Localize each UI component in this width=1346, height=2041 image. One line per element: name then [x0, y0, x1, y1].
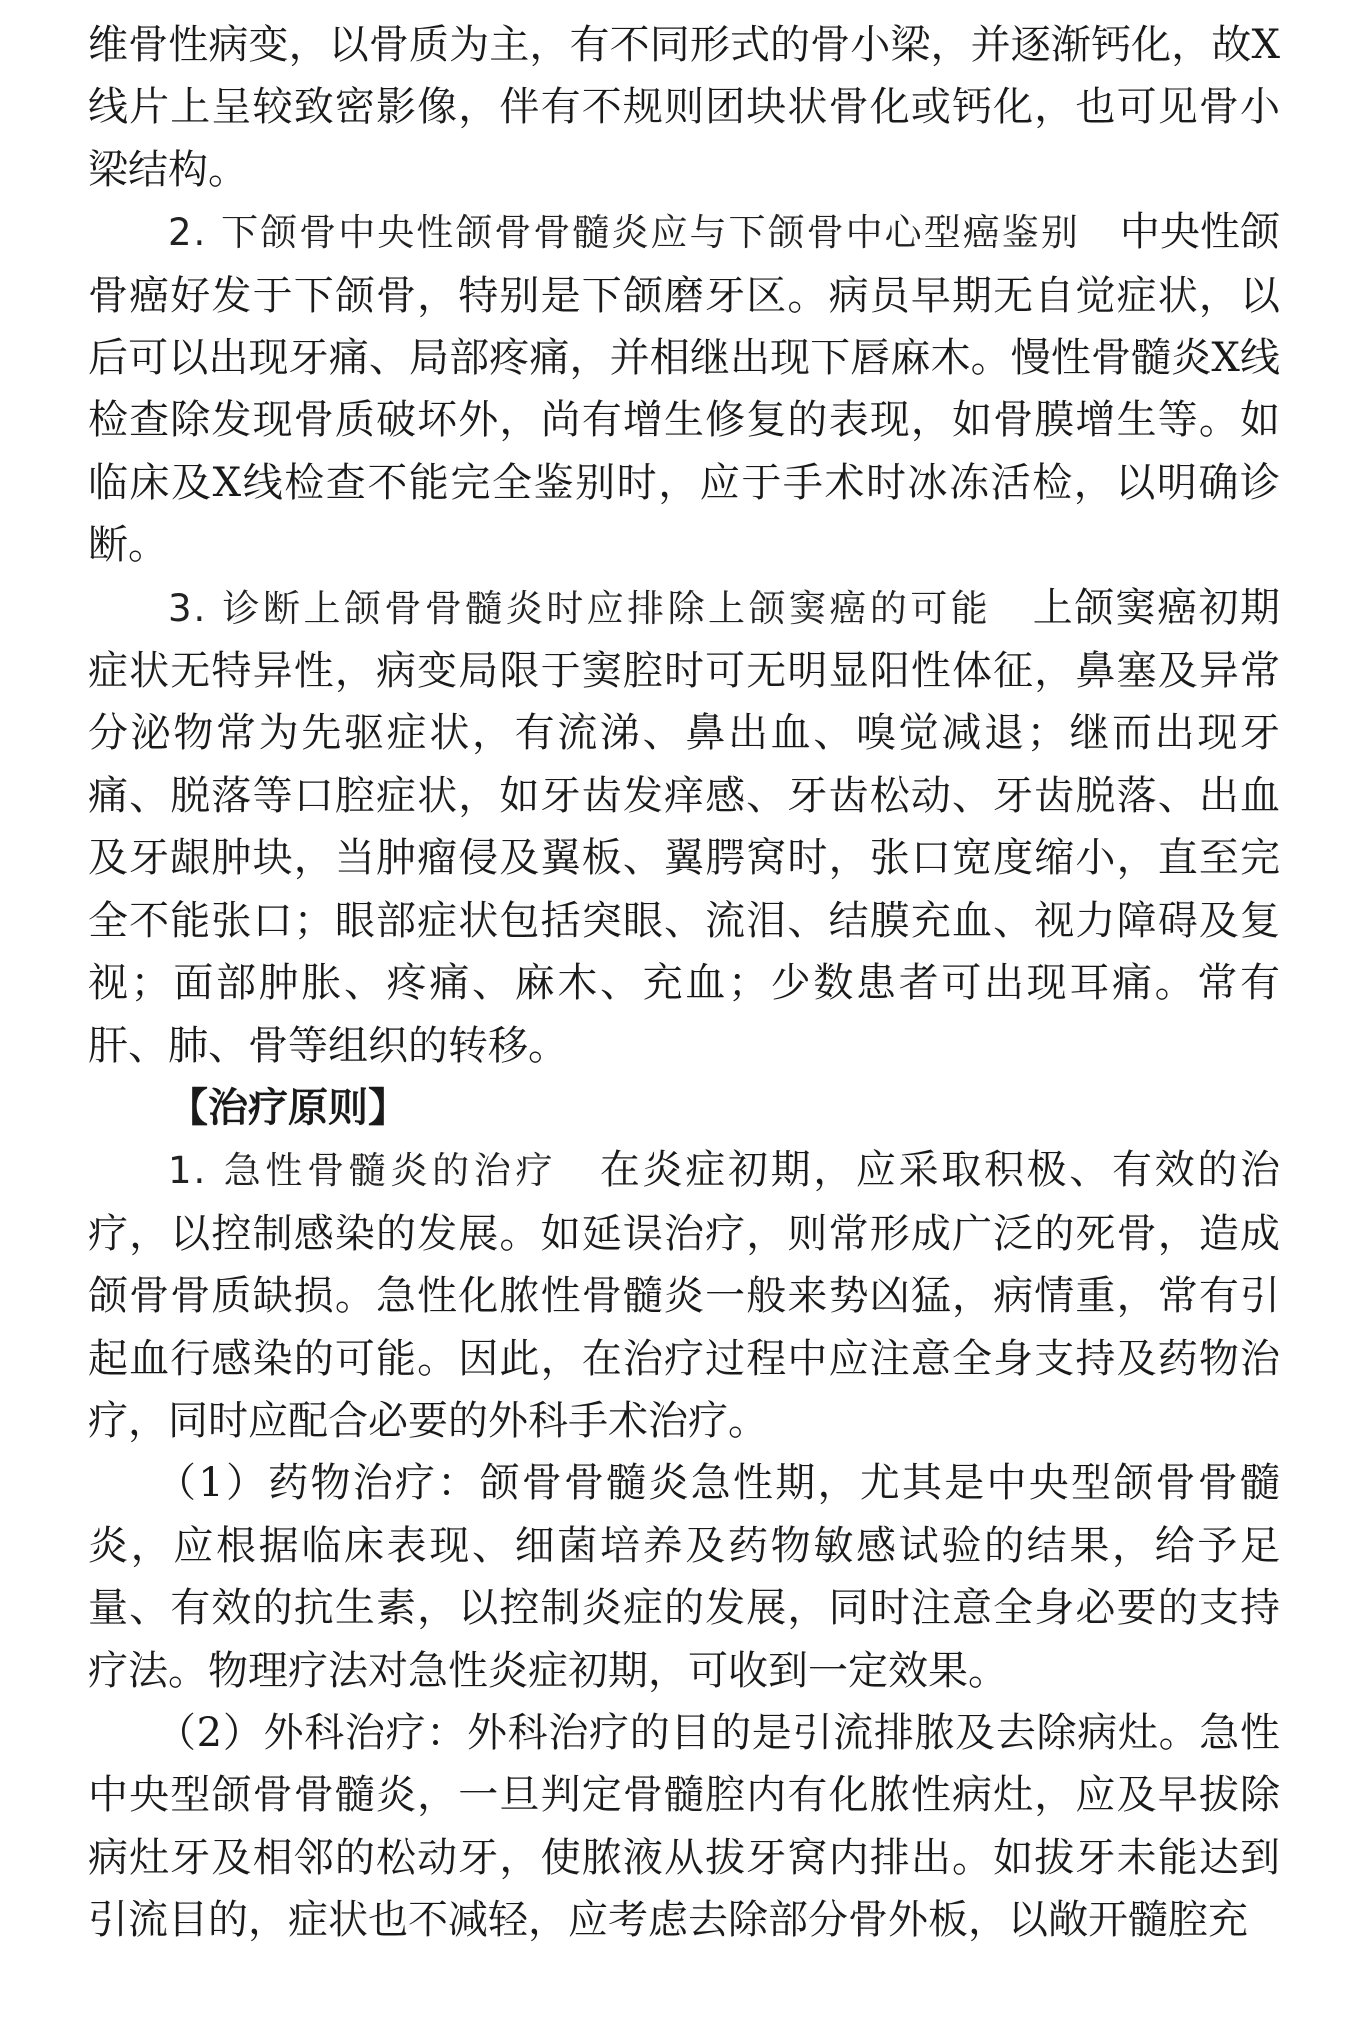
paragraph-continuation: 维骨性病变，以骨质为主，有不同形式的骨小梁，并逐渐钙化，故X线片上呈较致密影像，伴有不规则团块状骨化或钙化，也可见骨小梁结构。 [88, 22, 1280, 193]
paragraph-body: 上颌窦癌初期症状无特异性，病变局限于窦腔时可无明显阳性体征，鼻塞及异常分泌物常为先驱症状，有流涕、鼻出血、嗅觉减退；继而出现牙痛、脱落等口腔症状，如牙齿发痒感、牙齿松动、牙齿脱落、出血及牙龈肿块，当肿瘤侵及翼板、翼腭窝时，张口宽度缩小，直至完全不能张口；眼部症状包括突眼、流泪、结膜充血、视力障碍及复视；面部肿胀、疼痛、麻木、充血；少数患者可出现耳痛。常有肝、肺、骨等组织的转移。 [88, 584, 1281, 1069]
paragraph-acute-treatment [88, 1139, 1280, 1452]
subheading-acute-treatment: 1. 急性骨髓炎的治疗 [168, 1149, 558, 1193]
paragraph-drug-treatment: （1）药物治疗：颌骨骨髓炎急性期，尤其是中央型颌骨骨髓炎，应根据临床表现、细菌培养及药物敏感试验的结果，给予足量、有效的抗生素，以控制炎症的发展，同时注意全身必要的支持疗法。物理疗法对急性炎症初期，可收到一定效果。 [88, 1460, 1280, 1694]
paragraph-body: 中央性颌骨癌好发于下颌骨，特别是下颌磨牙区。病员早期无自觉症状，以后可以出现牙痛、局部疼痛，并相继出现下唇麻木。慢性骨髓炎X线检查除发现骨质破坏外，尚有增生修复的表现，如骨膜增生等。如临床及X线检查不能完全鉴别时，应于手术时冰冻活检，以明确诊断。 [88, 209, 1281, 569]
paragraph-differential-maxilla [88, 577, 1280, 1077]
section-title-treatment: 【治疗原则】 [168, 1084, 408, 1131]
paragraph-differential-mandible [88, 201, 1280, 576]
subheading-mandible-differential: 2. 下颌骨中央性颌骨骨髓炎应与下颌骨中心型癌鉴别 [168, 211, 1080, 255]
subheading-maxilla-differential: 3. 诊断上颌骨骨髓炎时应排除上颌窦癌的可能 [168, 586, 992, 630]
paragraph-surgical-treatment: （2）外科治疗：外科治疗的目的是引流排脓及去除病灶。急性中央型颌骨骨髓炎，一旦判定骨髓腔内有化脓性病灶，应及早拔除病灶牙及相邻的松动牙，使脓液从拔牙窝内排出。如拔牙未能达到引流目的，症状也不减轻，应考虑去除部分骨外板，以敞开髓腔充 [88, 1709, 1280, 1944]
paragraph-body: 在炎症初期，应采取积极、有效的治疗，以控制感染的发展。如延误治疗，则常形成广泛的死骨，造成颌骨骨质缺损。急性化脓性骨髓炎一般来势凶猛，病情重，常有引起血行感染的可能。因此，在治疗过程中应注意全身支持及药物治疗，同时应配合必要的外科手术治疗。 [88, 1147, 1281, 1444]
